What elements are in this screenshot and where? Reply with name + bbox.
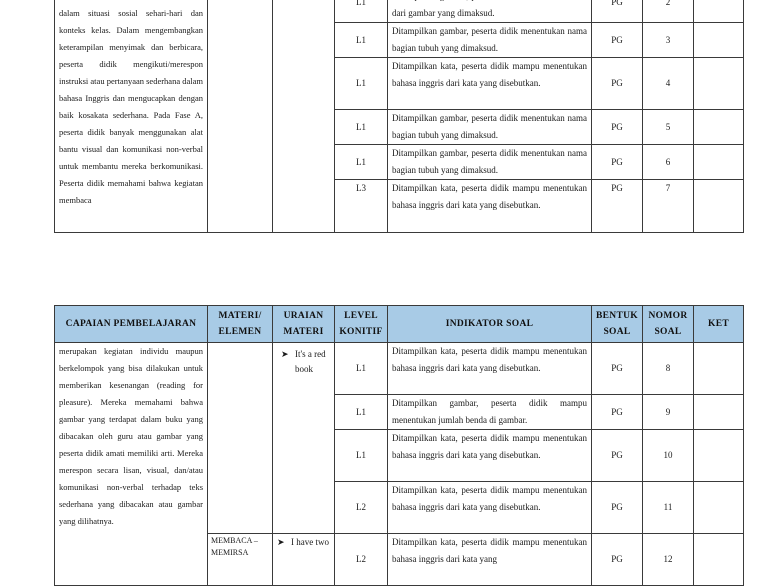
ket-cell [694, 343, 744, 395]
uraian-item [281, 347, 332, 377]
level-cell: L1 [335, 110, 388, 145]
bentuk-cell: PG [592, 343, 643, 395]
indikator-cell: Ditampilkan kata, peserta didik mampu menentukan bahasa inggris dari kata yang disebutkan. [388, 180, 592, 233]
indikator-cell: Ditampilkan kata, peserta didik mampu menentukan bahasa inggris dari kata yang [388, 534, 592, 586]
materi-cell [208, 343, 273, 534]
nomor-cell: 8 [643, 343, 694, 395]
indikator-cell: dari gambar yang dimaksud. [388, 0, 592, 23]
materi-membaca-cell [208, 534, 273, 586]
indikator-cell: Ditampilkan kata, peserta didik mampu menentukan bahasa inggris dari kata yang disebutkan. [388, 430, 592, 482]
uraian-cell [273, 0, 335, 233]
ket-cell [694, 430, 744, 482]
header-indikator: INDIKATOR SOAL [388, 306, 592, 343]
nomor-cell: 6 [643, 145, 694, 180]
assessment-table-bottom [54, 305, 744, 586]
header-uraian: URAIAN MATERI [273, 306, 335, 343]
indikator-cell: Ditampilkan kata, peserta didik mampu menentukan bahasa inggris dari kata yang disebutkan. [388, 58, 592, 110]
header-level: LEVEL KONITIF [335, 306, 388, 343]
bentuk-cell: PG [592, 482, 643, 534]
capaian-cell [55, 0, 208, 233]
materi-cell [208, 0, 273, 233]
assessment-table-top [54, 0, 744, 233]
ket-cell [694, 58, 744, 110]
indikator-cell: Ditampilkan kata, peserta didik mampu menentukan bahasa inggris dari kata yang disebutkan. [388, 482, 592, 534]
indikator-cell: Ditampilkan gambar, peserta didik menentukan nama bagian tubuh yang dimaksud. [388, 145, 592, 180]
nomor-cell: 5 [643, 110, 694, 145]
nomor-cell: 7 [643, 180, 694, 233]
header-bentuk: BENTUK SOAL [592, 306, 643, 343]
bentuk-cell: PG [592, 430, 643, 482]
materi-membaca-label: MEMBACA – MEMIRSA [211, 536, 258, 557]
indikator-cell: Ditampilkan gambar, peserta didik menentukan nama bagian tubuh yang dimaksud. [388, 110, 592, 145]
ket-cell [694, 180, 744, 233]
bentuk-cell: PG [592, 58, 643, 110]
level-cell: L1 [335, 343, 388, 395]
nomor-cell: 4 [643, 58, 694, 110]
indikator-cell: Ditampilkan gambar, peserta didik mampu menentukan jumlah benda di gambar. [388, 395, 592, 430]
nomor-cell: 10 [643, 430, 694, 482]
uraian-text: It's a red book [295, 349, 326, 374]
header-materi: MATERI/ ELEMEN [208, 306, 273, 343]
uraian-cell [273, 343, 335, 534]
capaian-text: merupakan kegiatan individu maupun berkelompok yang bisa dilakukan untuk memberikan kesenangan (reading for pleasure). Mereka memahami bahwa gambar yang terdapat dalam buku yang dibacakan oleh guru atau gambar yang peserta didik amati memiliki arti. Mereka merespon secara lisan, visual, dan/atau komunikasi non-verbal terhadap teks sederhana yang dibacakan atau gambar yang dilihatnya. [59, 346, 203, 526]
ket-cell [694, 0, 744, 23]
level-cell: L3 [335, 180, 388, 233]
indikator-cell: Ditampilkan gambar, peserta didik menentukan nama bagian tubuh yang dimaksud. [388, 23, 592, 58]
capaian-text: dalam situasi sosial sehari-hari dan konteks kelas. Dalam mengembangkan keterampilan menyimak dan berbicara, peserta didik mengikuti/merespon instruksi atau pertanyaan sederhana dalam bahasa Inggris dan mengucapkan dengan baik kosakata sederhana. Pada Fase A, peserta didik banyak menggunakan alat bantu visual dan komunikasi non-verbal untuk membantu mereka berkomunikasi. Peserta didik memahami bahwa kegiatan membaca [59, 8, 203, 205]
nomor-cell: 12 [643, 534, 694, 586]
uraian-cell [273, 534, 335, 586]
ket-cell [694, 110, 744, 145]
level-cell: L1 [335, 58, 388, 110]
level-cell: L2 [335, 482, 388, 534]
bentuk-cell: PG [592, 180, 643, 233]
bentuk-cell: PG [592, 0, 643, 23]
nomor-cell: 9 [643, 395, 694, 430]
bentuk-cell: PG [592, 395, 643, 430]
level-cell: L1 [335, 145, 388, 180]
arrow-bullet-icon: ➤ [281, 349, 289, 359]
nomor-cell: 3 [643, 23, 694, 58]
level-cell: L1 [335, 23, 388, 58]
indikator-cell: Ditampilkan kata, peserta didik mampu menentukan bahasa inggris dari kata yang disebutkan. [388, 343, 592, 395]
uraian-item [277, 535, 332, 550]
ket-cell [694, 145, 744, 180]
bentuk-cell: PG [592, 23, 643, 58]
level-cell: L1 [335, 395, 388, 430]
header-capaian: CAPAIAN PEMBELAJARAN [55, 306, 208, 343]
ket-cell [694, 23, 744, 58]
bentuk-cell: PG [592, 110, 643, 145]
ket-cell [694, 534, 744, 586]
uraian-text: I have two [291, 537, 329, 547]
ket-cell [694, 482, 744, 534]
level-cell: L1 [335, 0, 388, 23]
arrow-bullet-icon: ➤ [277, 537, 285, 547]
level-cell: L2 [335, 534, 388, 586]
header-nomor: NOMOR SOAL [643, 306, 694, 343]
ket-cell [694, 395, 744, 430]
nomor-cell: 2 [643, 0, 694, 23]
capaian-cell [55, 343, 208, 586]
nomor-cell: 11 [643, 482, 694, 534]
bentuk-cell: PG [592, 145, 643, 180]
bentuk-cell: PG [592, 534, 643, 586]
header-ket: KET [694, 306, 744, 343]
level-cell: L1 [335, 430, 388, 482]
